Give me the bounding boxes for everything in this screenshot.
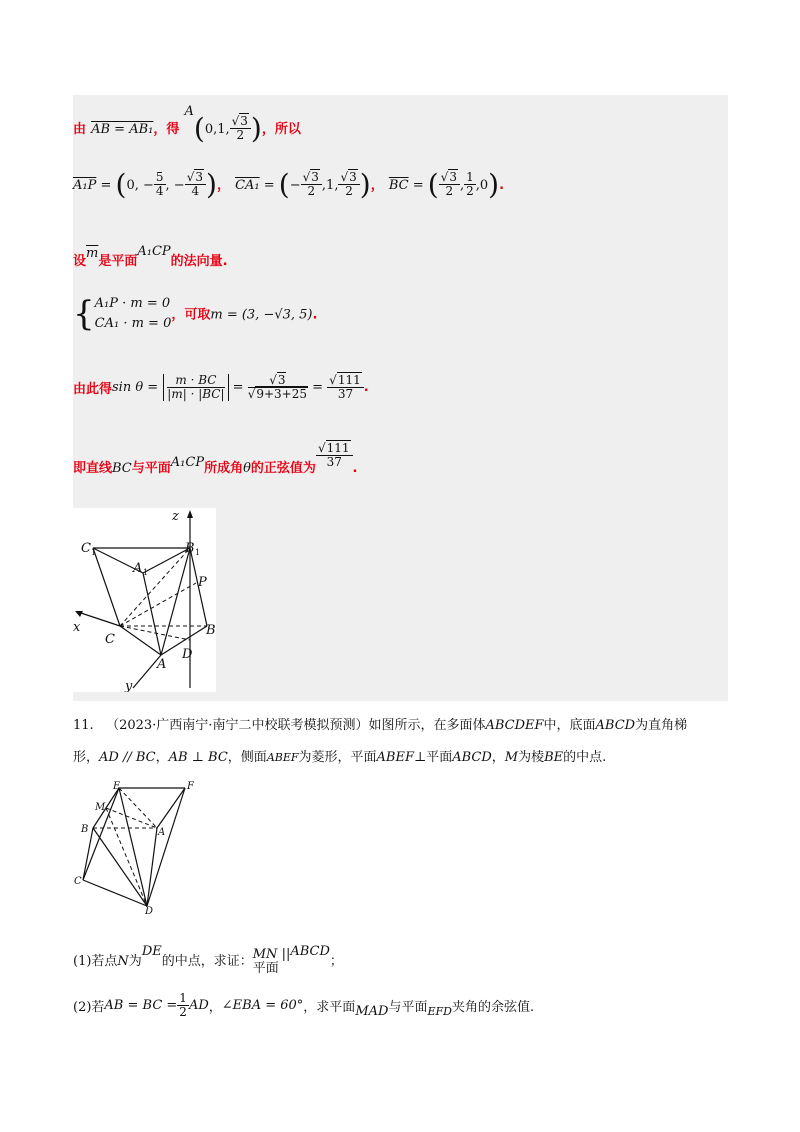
axis-y-label: y [125,679,133,692]
axis-x-label: x [73,620,81,635]
solution-line-4: { A₁P · m = 0 CA₁ · m = 0 ，可取m = (3, −√3, 5). [73,294,318,334]
svg-text:M: M [95,802,106,813]
svg-text:P: P [198,575,207,590]
solution-line-3: 设$^{\overline{m}}$是平面$^{A_1CP}$的法向量. [73,244,228,269]
svg-text:C: C [81,541,91,556]
svg-text:1: 1 [91,548,97,557]
svg-text:C: C [105,632,115,647]
question-11-line-1: 11. （2023·广西南宁·南宁二中校联考模拟预测）如图所示，在多面体ABCDEF中，底面ABCD为直角梯 [73,718,688,733]
svg-text:A: A [133,561,143,576]
solution-line-5: 由此得sin θ = $\frac{m \cdot BC}{|m| \cdot |BC|}$ = $\frac{√3}{√9+3+25}$ = $\frac{√111}{37}$ . [73,373,369,401]
svg-text:B: B [206,623,216,638]
svg-text:1: 1 [195,548,201,557]
svg-text:D: D [145,906,154,916]
solution-line-1: 由 AB = AB₁，得 $^A$(0,1, $\frac{√3}{2}$ )，所以 [73,104,301,145]
eq-ab: AB = AB₁ [91,122,154,137]
svg-text:C: C [74,876,82,887]
question-11-part-1: (1)若点N为DE的中点，求证： MN || 平面 ABCD； [73,944,343,976]
question-11-line-2: 形，AD // BC，AB ⊥ BC，侧面ABEF为菱形，平面ABEF⊥平面ABCD，M为棱BE的中点. [73,750,607,765]
svg-text:D: D [182,647,193,662]
svg-text:1: 1 [143,568,149,577]
svg-text:B: B [185,541,195,556]
polyhedron-figure [73,780,213,916]
axis-z-label: z [172,509,179,524]
solution-line-2: A₁P = (0, − $\frac{5}{4}$ , − $\frac{√3}{4}$ )， CA₁ = (− $\frac{√3}{2}$ ,1, $\frac{√3}{2}$ )， $\overline{BC}$ = ( $\frac{√3}{2}$ , $\frac{1}{2}$ ,0). [73,168,505,201]
svg-text:A: A [158,827,166,838]
question-11-part-2: (2)若AB = BC = $\frac{1}{2}$ AD，∠EBA = 60°，求平面MAD与平面$_{EFD}$夹角的余弦值. [73,991,535,1019]
svg-text:A: A [157,657,167,672]
solution-line-6: 即直线BC与平面$^{A_1CP}$所成角θ的正弦值为 $\frac{√111}{37}$ . [73,441,358,476]
svg-text:B: B [81,824,89,835]
svg-text:E: E [113,781,121,792]
prism-figure [73,508,216,692]
svg-text:F: F [187,781,194,792]
